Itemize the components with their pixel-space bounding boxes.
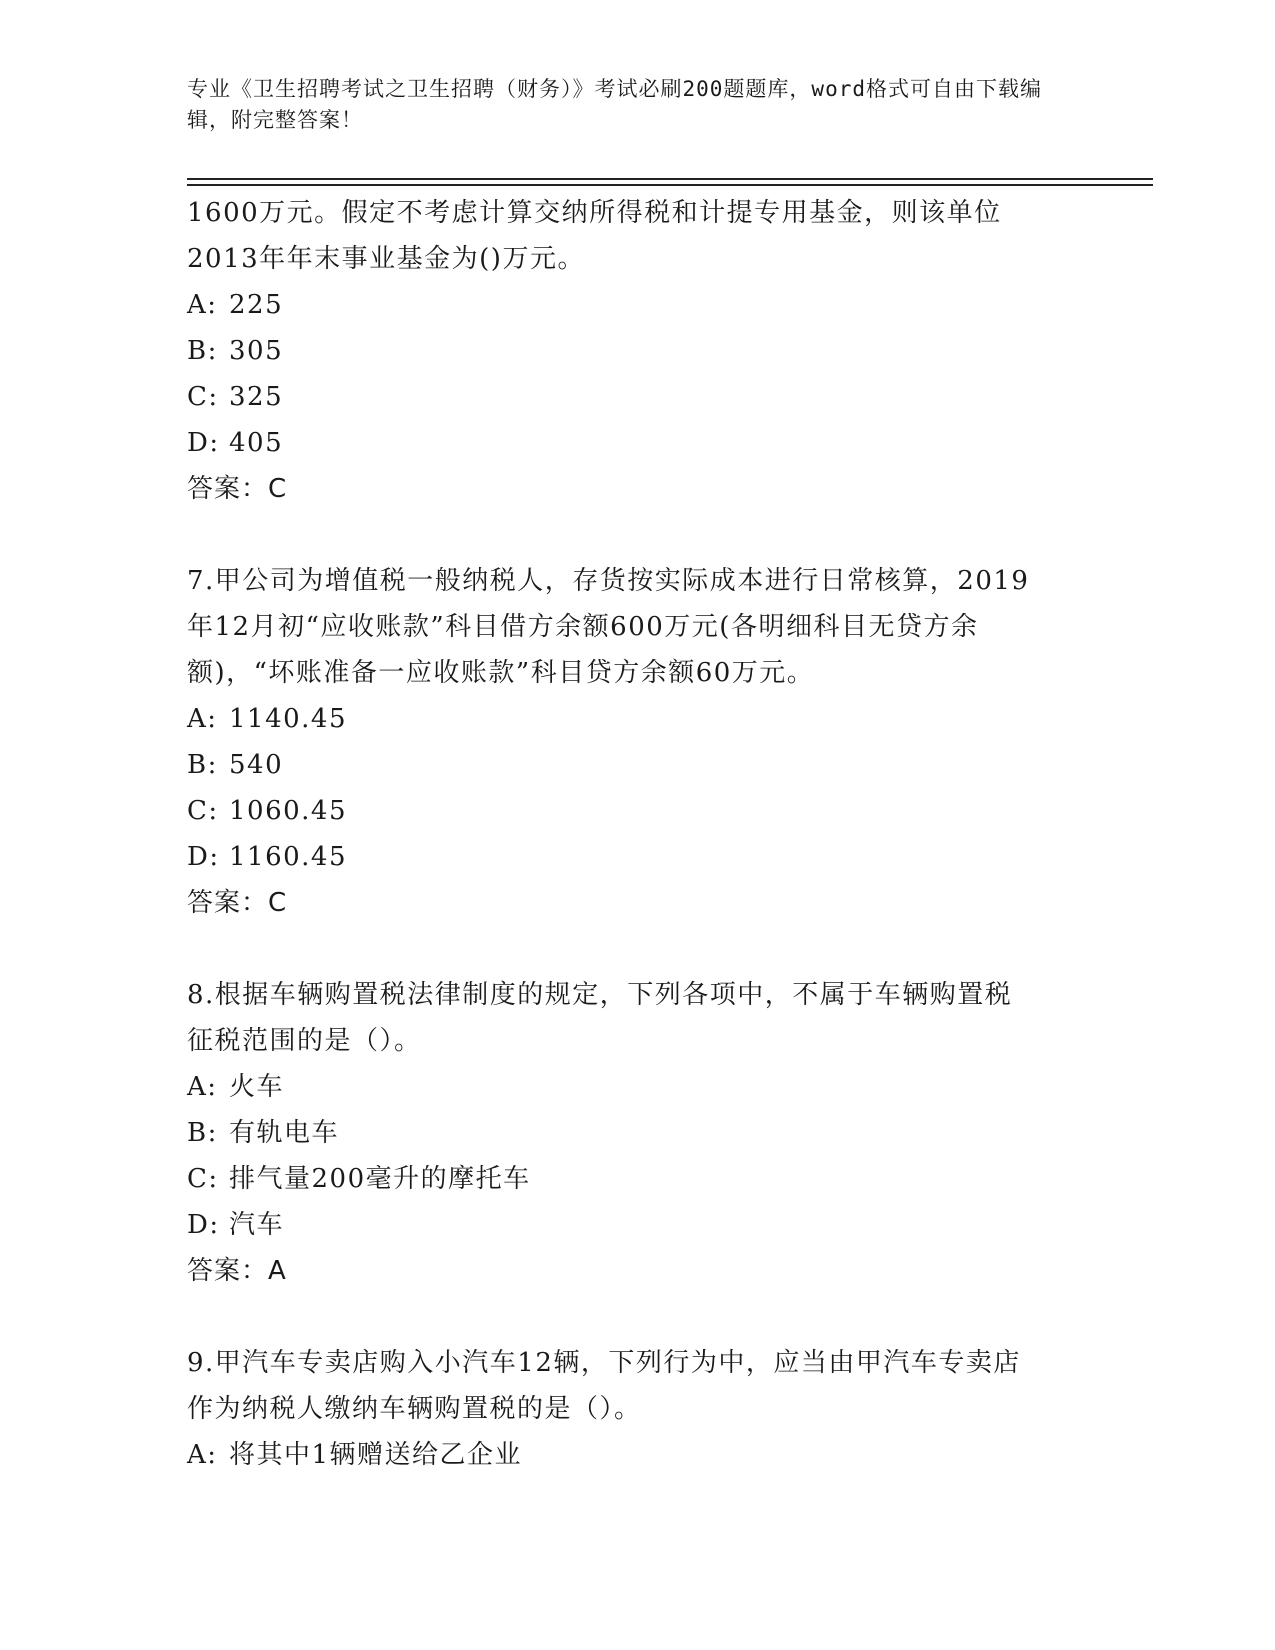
question-text-line: 7.甲公司为增值税一般纳税人，存货按实际成本进行日常核算，2019 bbox=[187, 566, 1030, 596]
option-b bbox=[187, 328, 1087, 374]
question-text-line: 2013年年末事业基金为()万元。 bbox=[187, 244, 585, 274]
option-text: 1140.45 bbox=[229, 704, 348, 734]
spacer bbox=[187, 512, 1087, 558]
option-key: D: bbox=[187, 428, 220, 458]
question-7 bbox=[187, 558, 1087, 926]
option-text: 325 bbox=[229, 382, 284, 412]
question-text-line: 8.根据车辆购置税法律制度的规定，下列各项中，不属于车辆购置税 bbox=[187, 980, 1013, 1010]
option-b bbox=[187, 742, 1087, 788]
option-a bbox=[187, 1064, 1087, 1110]
option-text: 火车 bbox=[229, 1072, 285, 1102]
spacer bbox=[187, 926, 1087, 972]
option-a bbox=[187, 696, 1087, 742]
option-key: D: bbox=[187, 842, 220, 872]
option-d bbox=[187, 1202, 1087, 1248]
question-8 bbox=[187, 972, 1087, 1294]
option-key: A: bbox=[187, 290, 218, 320]
option-text: 将其中1辆赠送给乙企业 bbox=[229, 1440, 523, 1470]
document-header: 专业《卫生招聘考试之卫生招聘（财务）》考试必刷200题题库，word格式可自由下载编辑，附完整答案！ bbox=[187, 77, 1042, 132]
question-text-line: 作为纳税人缴纳车辆购置税的是（）。 bbox=[187, 1394, 642, 1424]
option-b bbox=[187, 1110, 1087, 1156]
header-rule-top bbox=[187, 178, 1153, 180]
option-text: 540 bbox=[229, 750, 284, 780]
option-text: 1060.45 bbox=[229, 796, 348, 826]
option-text: 1160.45 bbox=[229, 842, 348, 872]
question-text-line: 额)，“坏账准备一应收账款”科目贷方余额60万元。 bbox=[187, 658, 815, 688]
option-text: 排气量200毫升的摩托车 bbox=[229, 1164, 531, 1194]
option-text: 405 bbox=[229, 428, 284, 458]
option-key: C: bbox=[187, 382, 219, 412]
option-key: C: bbox=[187, 796, 219, 826]
question-text-line: 1600万元。假定不考虑计算交纳所得税和计提专用基金，则该单位 bbox=[187, 198, 1002, 228]
option-a bbox=[187, 1432, 1087, 1478]
option-c bbox=[187, 788, 1087, 834]
question-text-line: 9.甲汽车专卖店购入小汽车12辆，下列行为中，应当由甲汽车专卖店 bbox=[187, 1348, 1021, 1378]
option-key: A: bbox=[187, 1440, 218, 1470]
option-c bbox=[187, 1156, 1087, 1202]
option-key: B: bbox=[187, 336, 218, 366]
option-key: C: bbox=[187, 1164, 219, 1194]
option-d bbox=[187, 420, 1087, 466]
option-a bbox=[187, 282, 1087, 328]
option-c bbox=[187, 374, 1087, 420]
option-d bbox=[187, 834, 1087, 880]
question-9 bbox=[187, 1340, 1087, 1478]
option-text: 汽车 bbox=[229, 1210, 285, 1240]
answer-line: 答案：C bbox=[187, 888, 288, 918]
question-text-line: 年12月初“应收账款”科目借方余额600万元(各明细科目无贷方余 bbox=[187, 612, 979, 642]
option-key: D: bbox=[187, 1210, 220, 1240]
option-key: A: bbox=[187, 1072, 218, 1102]
option-text: 有轨电车 bbox=[229, 1118, 340, 1148]
option-key: B: bbox=[187, 750, 218, 780]
answer-line: 答案：C bbox=[187, 474, 288, 504]
option-text: 225 bbox=[229, 290, 284, 320]
option-text: 305 bbox=[229, 336, 284, 366]
question-6-tail bbox=[187, 190, 1087, 512]
option-key: A: bbox=[187, 704, 218, 734]
document-body bbox=[187, 190, 1087, 1478]
header-rule-bottom bbox=[187, 184, 1153, 186]
option-key: B: bbox=[187, 1118, 218, 1148]
question-text-line: 征税范围的是（）。 bbox=[187, 1026, 422, 1056]
answer-line: 答案：A bbox=[187, 1256, 287, 1286]
spacer bbox=[187, 1294, 1087, 1340]
